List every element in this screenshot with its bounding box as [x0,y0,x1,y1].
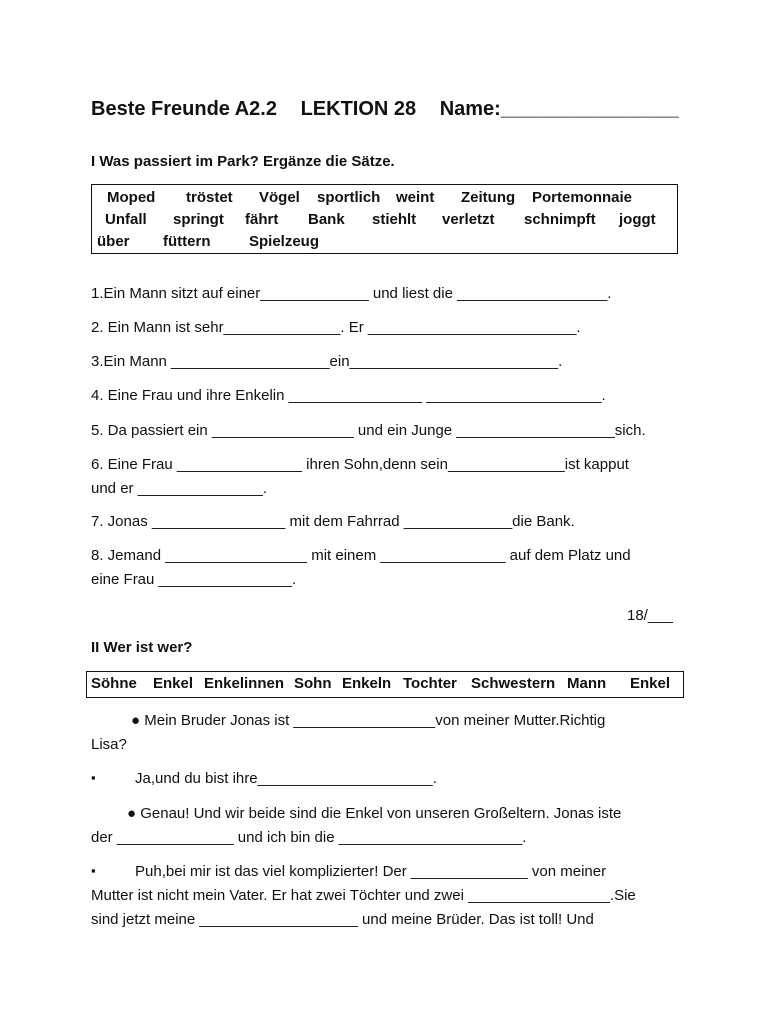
sentence-8: 8. Jemand _________________ mit einem _______________ auf dem Platz und [91,547,631,564]
word-box-1-word: Moped [107,189,156,206]
sentence-4: 4. Eine Frau und ihre Enkelin ________________ _____________________. [91,387,606,404]
word-box-2-word: Enkelinnen [204,675,285,692]
word-box-1-word: sportlich [317,189,381,206]
worksheet-title [91,96,679,122]
word-box-1-word: weint [396,189,435,206]
word-box-1-word: stiehlt [372,211,417,228]
word-box-1 [91,184,678,254]
name-field: Name:________________ [439,98,679,120]
dialogue-line-3-continued: der ______________ und ich bin die ______________________. [91,829,527,846]
word-box-2-word: Enkel [630,675,671,692]
word-box-1-word: Portemonnaie [532,189,633,206]
word-box-2-word: Enkel [153,675,194,692]
word-box-1-word: über [97,233,130,250]
word-box-1-word: springt [173,211,224,228]
dialogue-line-4-continued: Mutter ist nicht mein Vater. Er hat zwei Töchter und zwei _________________.Sie [91,887,636,904]
book-title: Beste Freunde A2.2 [91,98,277,120]
word-box-2 [86,671,684,698]
dialogue-line-2: Ja,und du bist ihre_____________________. [135,770,437,787]
word-box-1-word: Vögel [259,189,300,206]
word-box-1-word: tröstet [186,189,233,206]
sentence-2: 2. Ein Mann ist sehr______________. Er _________________________. [91,319,581,336]
square-bullet: ▪ [91,863,96,878]
section2-heading: II Wer ist wer? [91,639,193,656]
dialogue-line-4-continued-2: sind jetzt meine ___________________ und meine Brüder. Das ist toll! Und [91,911,594,928]
word-box-1-word: füttern [163,233,211,250]
word-box-1-word: Zeitung [461,189,516,206]
sentence-6: 6. Eine Frau _______________ ihren Sohn,denn sein______________ist kapput [91,456,629,473]
word-box-1-word: verletzt [442,211,495,228]
dialogue-line-3: ● Genau! Und wir beide sind die Enkel von unseren Großeltern. Jonas iste [127,805,622,822]
word-box-2-word: Sohn [294,675,332,692]
lesson-title: LEKTION 28 [300,98,417,120]
sentence-7: 7. Jonas ________________ mit dem Fahrrad _____________die Bank. [91,513,575,530]
sentence-5: 5. Da passiert ein _________________ und ein Junge ___________________sich. [91,422,646,439]
word-box-2-word: Schwestern [471,675,556,692]
sentence-3: 3.Ein Mann ___________________ein_________________________. [91,353,563,370]
square-bullet: ▪ [91,770,96,785]
word-box-2-word: Tochter [403,675,457,692]
dialogue-line-1-continued: Lisa? [91,736,127,753]
sentence-6-continued: und er _______________. [91,480,268,497]
word-box-1-word: schnimpft [524,211,596,228]
score: 18/___ [627,607,673,624]
dialogue-line-1: ● Mein Bruder Jonas ist _________________von meiner Mutter.Richtig [131,712,606,729]
word-box-1-word: joggt [619,211,656,228]
word-box-1-word: Unfall [105,211,147,228]
word-box-2-word: Enkeln [342,675,392,692]
word-box-1-word: fährt [245,211,279,228]
dialogue-line-4: Puh,bei mir ist das viel komplizierter! Der ______________ von meiner [135,863,607,880]
word-box-2-word: Mann [567,675,607,692]
word-box-1-word: Spielzeug [249,233,320,250]
section1-heading: I Was passiert im Park? Ergänze die Sätze. [91,153,395,170]
word-box-2-word: Söhne [91,675,137,692]
sentence-8-continued: eine Frau ________________. [91,571,297,588]
sentence-1: 1.Ein Mann sitzt auf einer_____________ und liest die __________________. [91,285,612,302]
word-box-1-word: Bank [308,211,345,228]
